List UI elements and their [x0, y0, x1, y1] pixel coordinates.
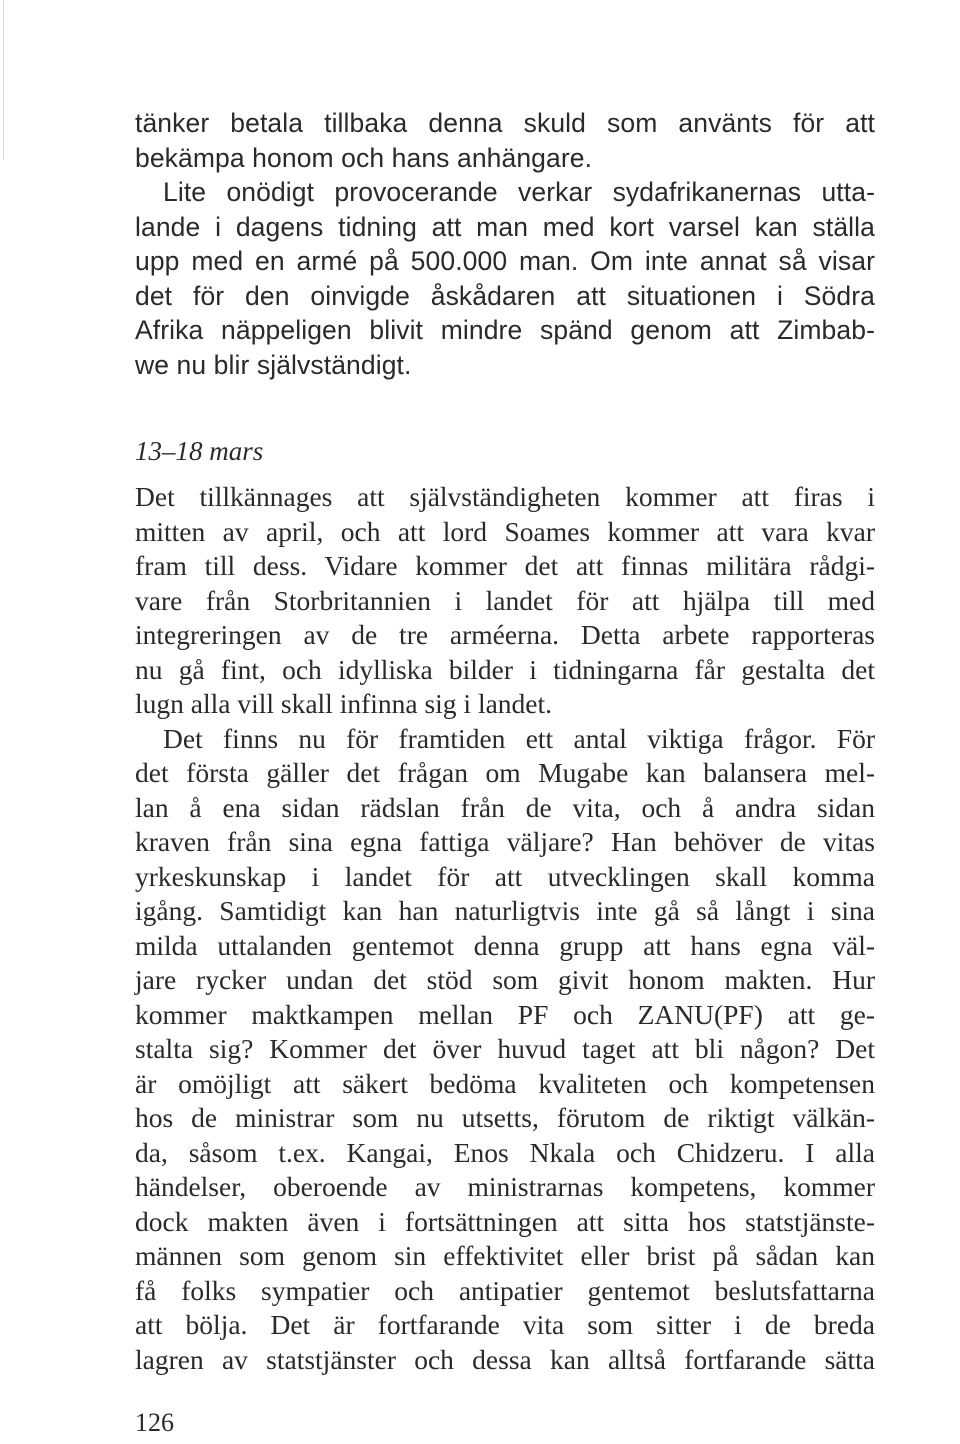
text-line: det för den oinvigde åskådaren att situationen i Södra	[135, 280, 875, 311]
section-heading: 13–18 mars	[135, 436, 264, 466]
text-line: dock makten även i fortsättningen att sitta hos statstjänste-	[135, 1205, 875, 1237]
text-line: igång. Samtidigt kan han naturligtvis inte gå så långt i sina	[135, 895, 875, 926]
text-line: yrkeskunskap i landet för att utvecklingen skall komma	[135, 860, 875, 892]
text-line: jare rycker undan det stöd som givit honom makten. Hur	[135, 964, 875, 995]
text-line: nu gå fint, och idylliska bilder i tidningarna får gestalta det	[135, 653, 875, 685]
section-body	[135, 480, 875, 1377]
text-line: lugn alla vill skall infinna sig i landet.	[135, 688, 553, 719]
text-line: lande i dagens tidning att man med kort varsel kan ställa	[135, 211, 875, 242]
paragraph-continuation	[135, 106, 875, 382]
text-line: få folks sympatier och antipatier gentemot beslutsfattarna	[135, 1274, 875, 1306]
text-line: we nu blir självständigt.	[135, 349, 412, 380]
text-line: bekämpa honom och hans anhängare.	[135, 142, 593, 173]
text-line: tänker betala tillbaka denna skuld som använts för att	[135, 108, 875, 138]
text-line: det första gäller det frågan om Mugabe kan balansera mel-	[135, 757, 875, 788]
text-line: att bölja. Det är fortfarande vita som sitter i de breda	[135, 1309, 875, 1340]
text-line: Afrika näppeligen blivit mindre spänd genom att Zimbab-	[135, 315, 875, 345]
text-line: stalta sig? Kommer det över huvud taget att bli någon? Det	[135, 1033, 875, 1064]
text-line: upp med en armé på 500.000 man. Om inte annat så visar	[135, 246, 875, 276]
text-line: milda uttalanden gentemot denna grupp att hans egna väl-	[135, 929, 875, 961]
text-line: är omöjligt att säkert bedöma kvaliteten och kompetensen	[135, 1067, 875, 1099]
text-line: kommer maktkampen mellan PF och ZANU(PF) att ge-	[135, 998, 875, 1030]
text-line: integreringen av de tre arméerna. Detta arbete rapporteras	[135, 619, 875, 650]
text-line: Det tillkännages att självständigheten kommer att firas i	[135, 481, 875, 512]
text-line: händelser, oberoende av ministrarnas kompetens, kommer	[135, 1171, 875, 1202]
text-line: lagren av statstjänster och dessa kan alltså fortfarande sätta	[135, 1343, 875, 1375]
page-edge-line	[3, 0, 4, 160]
text-line: lan å ena sidan rädslan från de vita, och å andra sidan	[135, 791, 875, 823]
text-line: kraven från sina egna fattiga väljare? Han behöver de vitas	[135, 826, 875, 857]
text-line: Lite onödigt provocerande verkar sydafrikanernas utta-	[163, 177, 875, 207]
text-line: Det finns nu för framtiden ett antal viktiga frågor. För	[163, 722, 875, 754]
text-line: mitten av april, och att lord Soames kommer att vara kvar	[135, 515, 875, 547]
text-line: da, såsom t.ex. Kangai, Enos Nkala och Chidzeru. I alla	[135, 1136, 875, 1168]
text-line: männen som genom sin effektivitet eller brist på sådan kan	[135, 1240, 875, 1271]
text-line: hos de ministrar som nu utsetts, förutom de riktigt välkän-	[135, 1102, 875, 1133]
page-number: 126	[135, 1408, 174, 1437]
text-line: fram till dess. Vidare kommer det att finnas militära rådgi-	[135, 550, 875, 581]
text-line: vare från Storbritannien i landet för att hjälpa till med	[135, 584, 875, 616]
